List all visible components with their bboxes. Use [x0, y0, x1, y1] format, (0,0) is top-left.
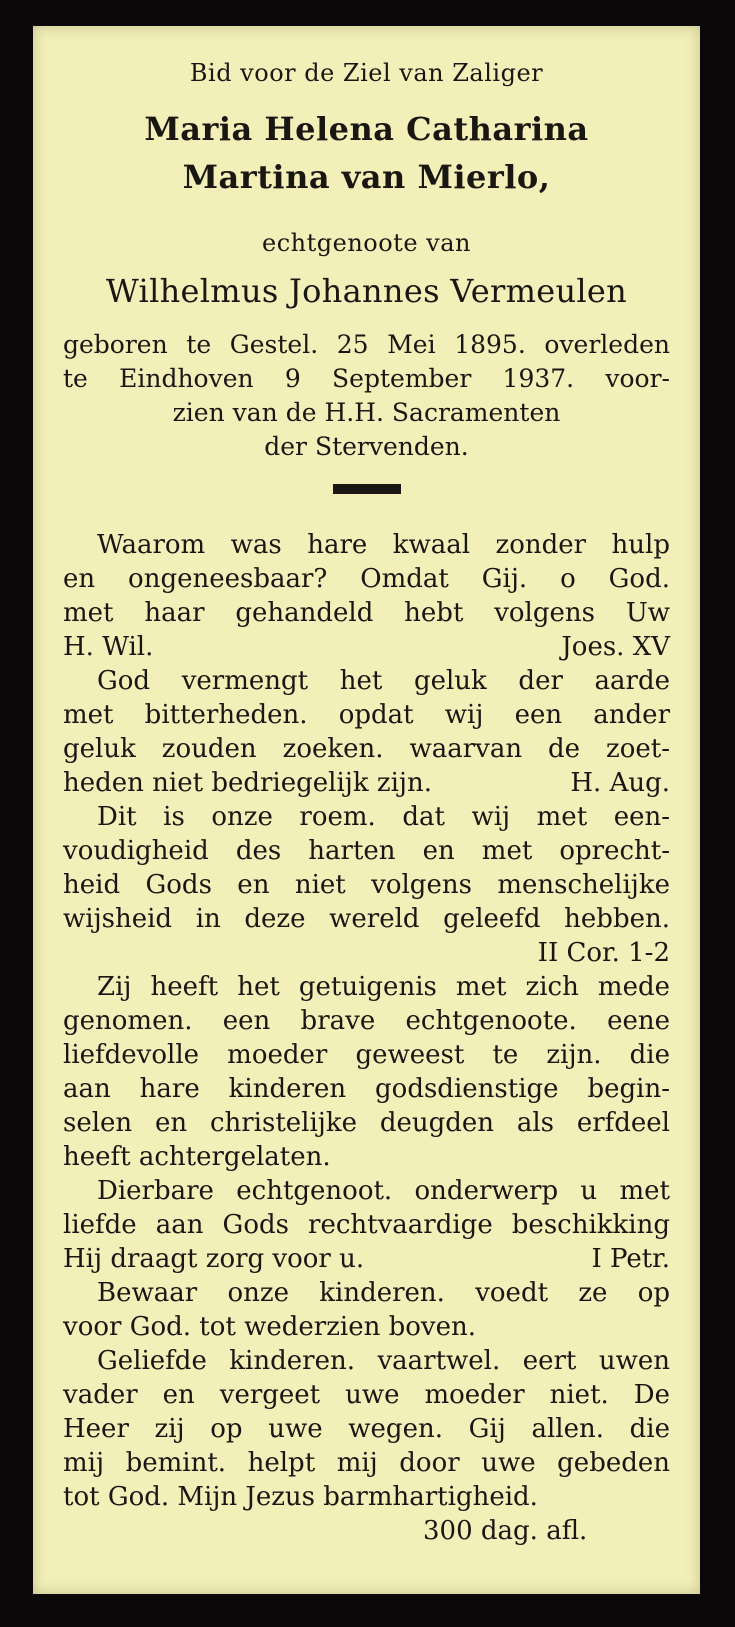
text-line: voor God. tot wederzien boven.	[63, 1312, 476, 1342]
text-line	[63, 630, 670, 664]
text-line	[63, 1242, 670, 1276]
text-line: liefde aan Gods rechtvaardige beschikking	[63, 1210, 670, 1240]
relation-line: echtgenoote van	[262, 229, 471, 257]
text-line: Waarom was hare kwaal zonder hulp	[97, 530, 670, 560]
memorial-card	[33, 26, 700, 1594]
text-line: Dit is onze roem. dat wij met een-	[97, 802, 670, 832]
citation: II Cor. 1-2	[537, 938, 670, 968]
text-line: Bewaar onze kinderen. voedt ze op	[97, 1278, 670, 1308]
text-fragment: H. Wil.	[63, 632, 154, 662]
text-line: Heer zij op uwe wegen. Gij allen. die	[63, 1414, 670, 1444]
spouse-name: Wilhelmus Johannes Vermeulen	[105, 272, 628, 310]
bio-line: zien van de H.H. Sacramenten	[172, 398, 561, 427]
text-line: met haar gehandeld hebt volgens Uw	[63, 598, 670, 628]
text-line: mij bemint. helpt mij door uwe gebeden	[63, 1448, 670, 1478]
citation: Joes. XV	[561, 632, 670, 662]
bio-line: te Eindhoven 9 September 1937. voor-	[63, 364, 670, 393]
text-fragment: Hij draagt zorg voor u.	[63, 1244, 365, 1274]
bio-line: geboren te Gestel. 25 Mei 1895. overleden	[63, 330, 670, 359]
citation: I Petr.	[591, 1244, 670, 1274]
text-line: genomen. een brave echtgenoote. eene	[63, 1006, 670, 1036]
indulgence-note: 300 dag. afl.	[423, 1516, 588, 1546]
deceased-name-line-2: Martina van Mierlo,	[182, 158, 551, 196]
text-line: en ongeneesbaar? Omdat Gij. o God.	[63, 564, 670, 594]
text-line	[63, 766, 670, 800]
text-line: liefdevolle moeder geweest te zijn. die	[63, 1040, 670, 1070]
text-line: vader en vergeet uwe moeder niet. De	[63, 1380, 670, 1410]
text-line: heid Gods en niet volgens menschelijke	[63, 870, 670, 900]
text-line: Geliefde kinderen. vaartwel. eert uwen	[97, 1346, 670, 1376]
intro-line: Bid voor de Ziel van Zaliger	[189, 59, 544, 87]
text-line: selen en christelijke deugden als erfdeel	[63, 1108, 670, 1138]
text-line: Zij heeft het getuigenis met zich mede	[97, 972, 670, 1002]
bio-line: der Stervenden.	[264, 432, 469, 461]
text-line: heeft achtergelaten.	[63, 1142, 331, 1172]
text-line: tot God. Mijn Jezus barmhartigheid.	[63, 1482, 538, 1512]
deceased-name-line-1: Maria Helena Catharina	[144, 110, 589, 148]
text-line: met bitterheden. opdat wij een ander	[63, 700, 670, 730]
text-line: voudigheid des harten en met oprecht-	[63, 836, 670, 866]
divider-rule	[333, 484, 401, 494]
text-line: Dierbare echtgenoot. onderwerp u met	[97, 1176, 670, 1206]
text-line: aan hare kinderen godsdienstige begin-	[63, 1074, 670, 1104]
citation: H. Aug.	[570, 768, 670, 798]
text-line: God vermengt het geluk der aarde	[97, 666, 670, 696]
text-fragment: heden niet bedriegelijk zijn.	[63, 768, 432, 798]
text-line: wijsheid in deze wereld geleefd hebben.	[63, 904, 670, 934]
text-line: geluk zouden zoeken. waarvan de zoet-	[63, 734, 670, 764]
